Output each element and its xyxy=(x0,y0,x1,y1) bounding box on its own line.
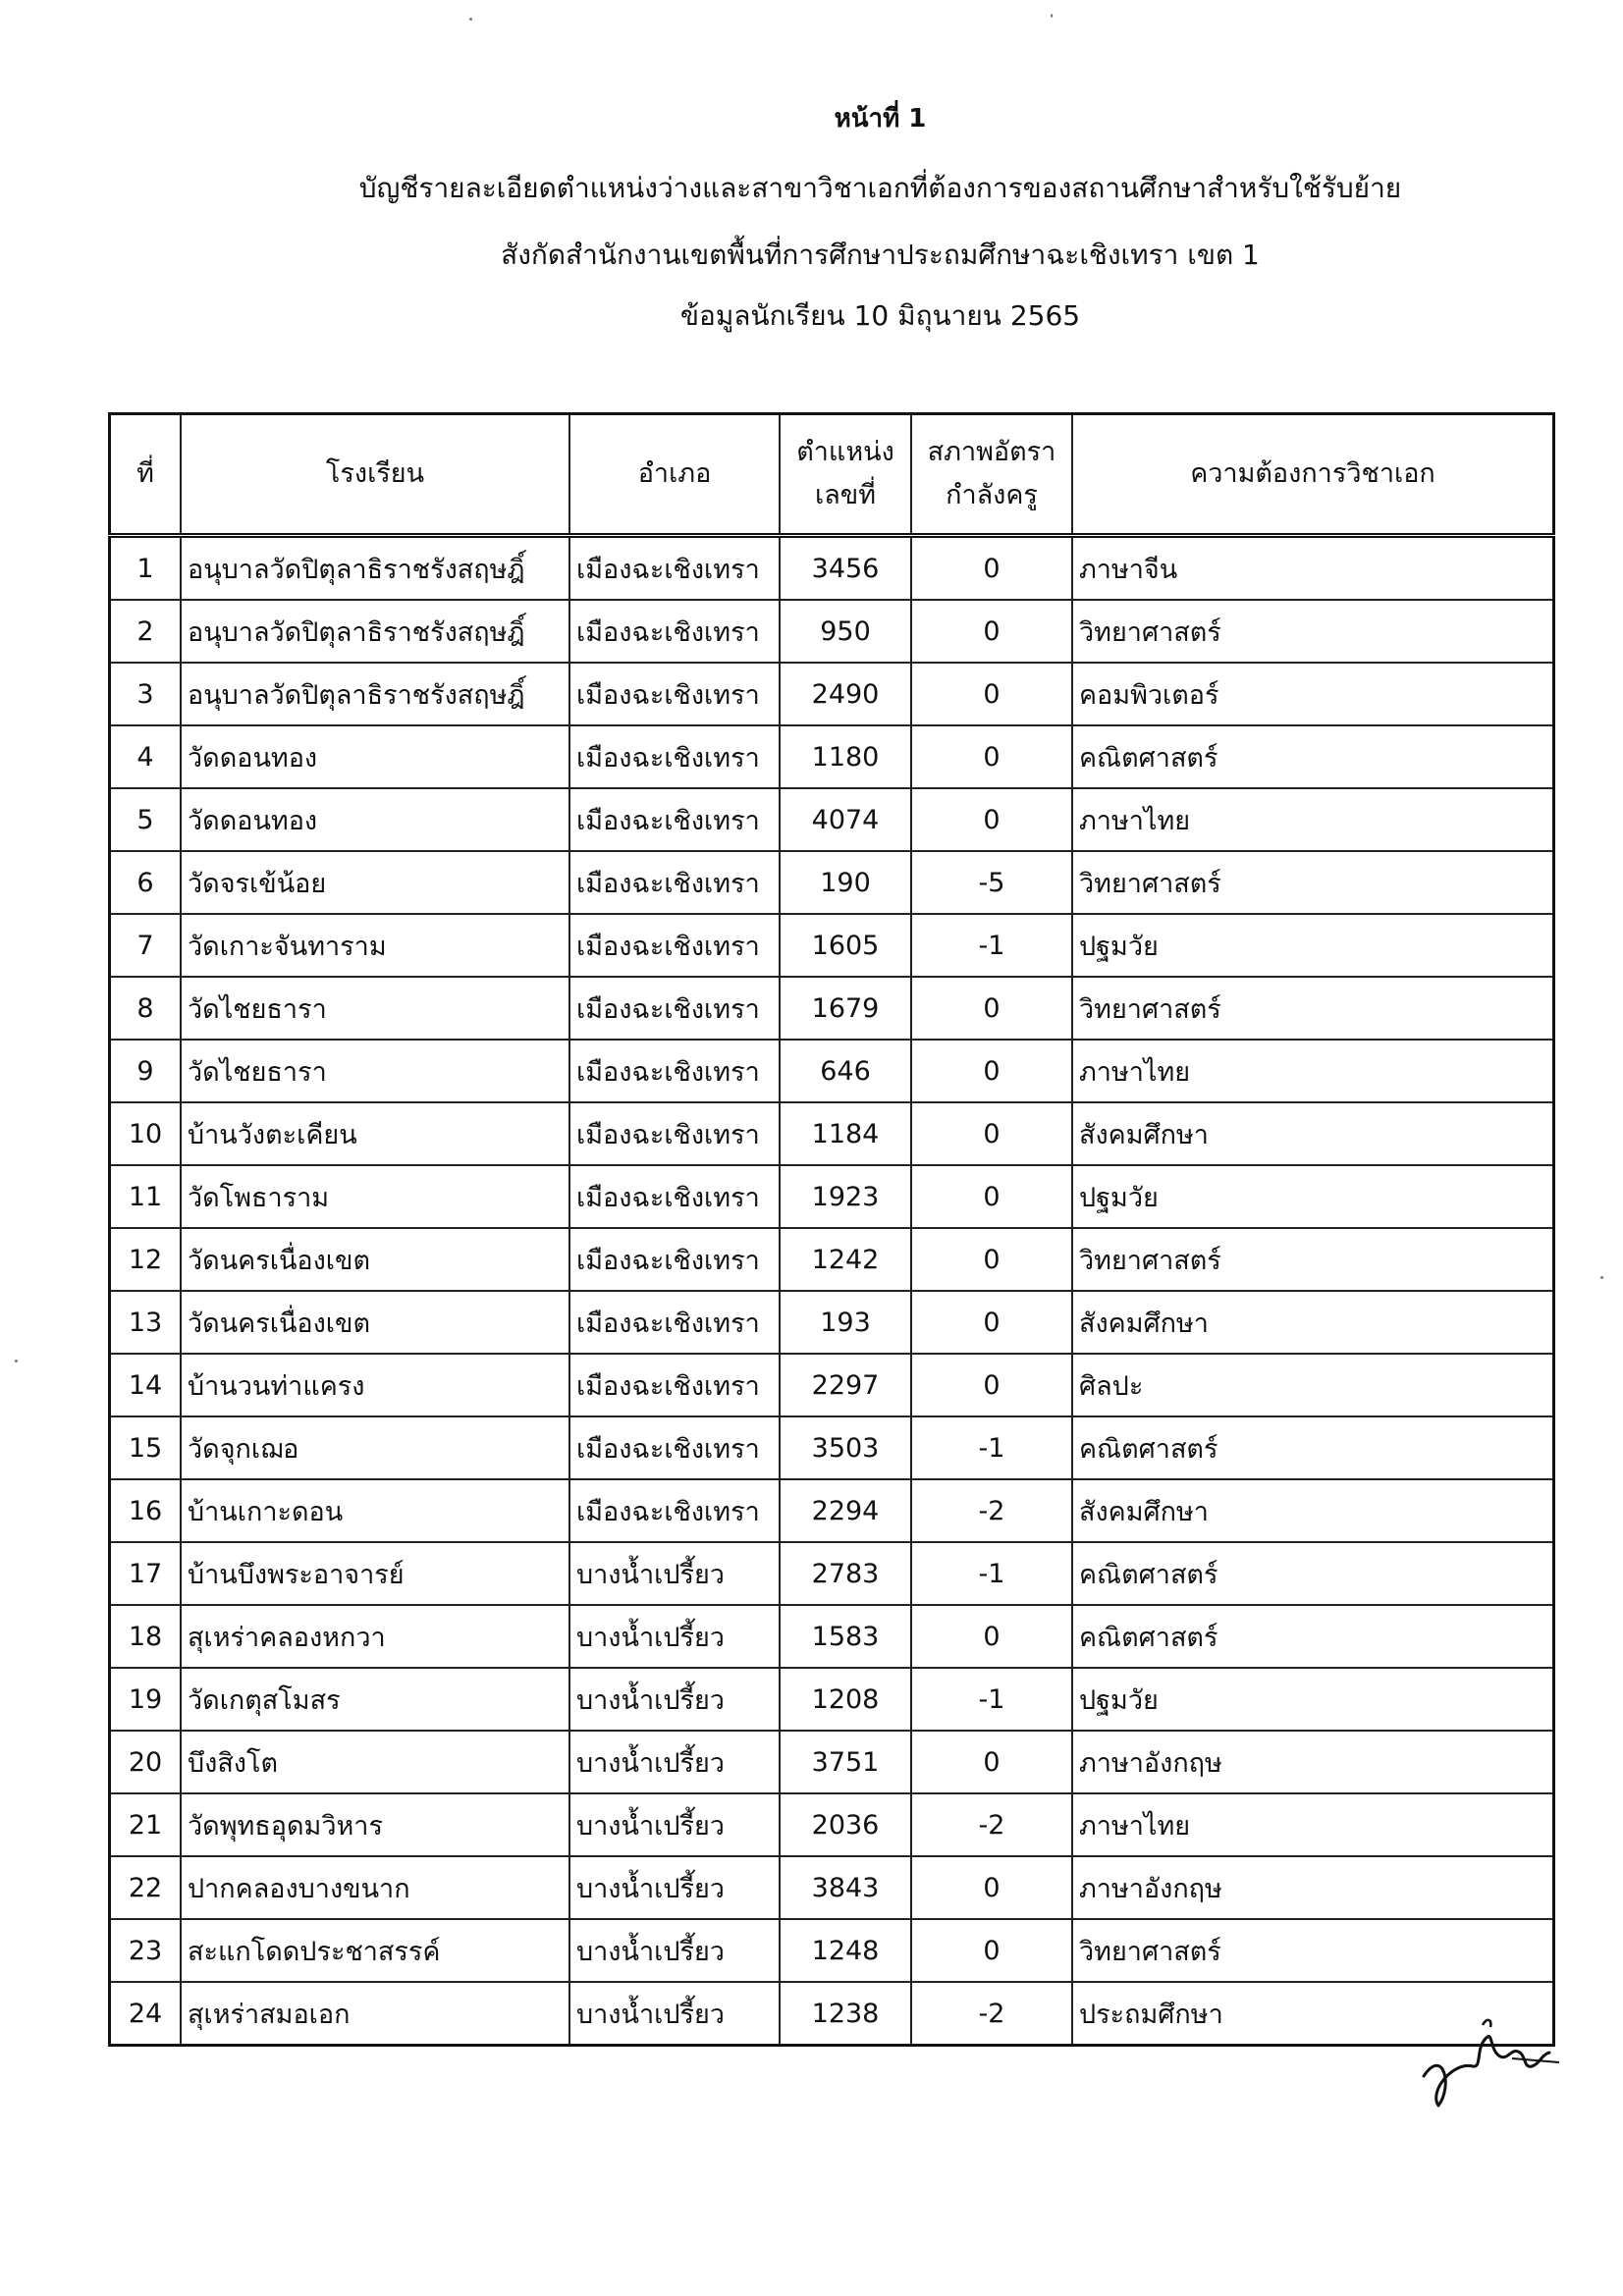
table-row xyxy=(110,1982,1554,2046)
cell-no: 5 xyxy=(110,788,182,851)
cell-no: 10 xyxy=(110,1102,182,1165)
header-rate-line2: กำลังครู xyxy=(946,480,1038,510)
cell-rate: 0 xyxy=(911,1228,1072,1291)
cell-school: บ้านวนท่าแครง xyxy=(181,1354,569,1416)
cell-district: บางน้ำเปรี้ยว xyxy=(569,1793,780,1856)
cell-subject: คณิตศาสตร์ xyxy=(1072,1542,1554,1605)
cell-rate: -2 xyxy=(911,1479,1072,1542)
cell-subject: ปฐมวัย xyxy=(1072,914,1554,977)
cell-rate: 0 xyxy=(911,600,1072,663)
cell-subject: ศิลปะ xyxy=(1072,1354,1554,1416)
cell-position: 2294 xyxy=(780,1479,911,1542)
cell-subject: ปฐมวัย xyxy=(1072,1668,1554,1731)
cell-position: 1184 xyxy=(780,1102,911,1165)
cell-position: 2490 xyxy=(780,663,911,725)
header-position-line1: ตำแหน่ง xyxy=(796,437,894,467)
scan-speck xyxy=(1600,1276,1603,1279)
cell-position: 1923 xyxy=(780,1165,911,1228)
table-row xyxy=(110,1416,1554,1479)
cell-school: อนุบาลวัดปิตุลาธิราชรังสฤษฎิ์ xyxy=(181,600,569,663)
cell-rate: -1 xyxy=(911,1416,1072,1479)
cell-position: 1248 xyxy=(780,1919,911,1982)
cell-rate: 0 xyxy=(911,663,1072,725)
table-row xyxy=(110,1793,1554,1856)
table-row xyxy=(110,1856,1554,1919)
cell-rate: 0 xyxy=(911,536,1072,601)
cell-district: บางน้ำเปรี้ยว xyxy=(569,1542,780,1605)
cell-position: 1583 xyxy=(780,1605,911,1668)
table-row xyxy=(110,914,1554,977)
cell-position: 1242 xyxy=(780,1228,911,1291)
cell-district: บางน้ำเปรี้ยว xyxy=(569,1731,780,1793)
page-label: หน้าที่ 1 xyxy=(834,104,927,133)
cell-subject: ภาษาจีน xyxy=(1072,536,1554,601)
cell-school: บ้านวังตะเคียน xyxy=(181,1102,569,1165)
cell-no: 18 xyxy=(110,1605,182,1668)
cell-rate: 0 xyxy=(911,788,1072,851)
table-row xyxy=(110,1668,1554,1731)
cell-district: เมืองฉะเชิงเทรา xyxy=(569,914,780,977)
cell-district: เมืองฉะเชิงเทรา xyxy=(569,1354,780,1416)
cell-subject: สังคมศึกษา xyxy=(1072,1291,1554,1354)
cell-rate: 0 xyxy=(911,1731,1072,1793)
cell-district: บางน้ำเปรี้ยว xyxy=(569,1919,780,1982)
table-row xyxy=(110,1354,1554,1416)
table-row xyxy=(110,1479,1554,1542)
table-row xyxy=(110,663,1554,725)
cell-school: ปากคลองบางขนาก xyxy=(181,1856,569,1919)
cell-no: 22 xyxy=(110,1856,182,1919)
cell-rate: -2 xyxy=(911,1982,1072,2046)
cell-rate: -5 xyxy=(911,851,1072,914)
cell-no: 4 xyxy=(110,725,182,788)
cell-subject: ประถมศึกษา xyxy=(1072,1982,1554,2046)
cell-district: เมืองฉะเชิงเทรา xyxy=(569,536,780,601)
scan-speck xyxy=(1051,14,1053,18)
cell-no: 1 xyxy=(110,536,182,601)
cell-subject: ภาษาไทย xyxy=(1072,1793,1554,1856)
table-row xyxy=(110,725,1554,788)
cell-rate: -1 xyxy=(911,1668,1072,1731)
header-position-line2: เลขที่ xyxy=(814,480,877,510)
cell-rate: -1 xyxy=(911,914,1072,977)
cell-subject: สังคมศึกษา xyxy=(1072,1479,1554,1542)
cell-position: 4074 xyxy=(780,788,911,851)
cell-district: เมืองฉะเชิงเทรา xyxy=(569,977,780,1040)
header-subject: ความต้องการวิชาเอก xyxy=(1072,414,1554,536)
cell-school: วัดเกตุสโมสร xyxy=(181,1668,569,1731)
scan-speck xyxy=(469,18,472,21)
cell-district: เมืองฉะเชิงเทรา xyxy=(569,725,780,788)
cell-district: เมืองฉะเชิงเทรา xyxy=(569,1040,780,1102)
cell-position: 646 xyxy=(780,1040,911,1102)
document-title: บัญชีรายละเอียดตำแหน่งว่างและสาขาวิชาเอกที่ต้องการของสถานศึกษาสำหรับใช้รับย้าย xyxy=(358,172,1402,204)
cell-district: บางน้ำเปรี้ยว xyxy=(569,1982,780,2046)
cell-rate: 0 xyxy=(911,725,1072,788)
cell-school: วัดนครเนื่องเขต xyxy=(181,1228,569,1291)
cell-no: 13 xyxy=(110,1291,182,1354)
table-row xyxy=(110,1040,1554,1102)
cell-no: 8 xyxy=(110,977,182,1040)
cell-no: 19 xyxy=(110,1668,182,1731)
cell-position: 3456 xyxy=(780,536,911,601)
cell-school: วัดไชยธารา xyxy=(181,977,569,1040)
table-row xyxy=(110,1291,1554,1354)
header-position xyxy=(780,414,911,536)
cell-rate: 0 xyxy=(911,1165,1072,1228)
cell-subject: วิทยาศาสตร์ xyxy=(1072,600,1554,663)
document-subtitle: สังกัดสำนักงานเขตพื้นที่การศึกษาประถมศึกษาฉะเชิงเทรา เขต 1 xyxy=(501,239,1260,271)
cell-district: เมืองฉะเชิงเทรา xyxy=(569,1479,780,1542)
cell-school: วัดพุทธอุดมวิหาร xyxy=(181,1793,569,1856)
cell-district: เมืองฉะเชิงเทรา xyxy=(569,851,780,914)
cell-no: 23 xyxy=(110,1919,182,1982)
cell-no: 16 xyxy=(110,1479,182,1542)
cell-subject: วิทยาศาสตร์ xyxy=(1072,851,1554,914)
table-header-row xyxy=(110,414,1554,536)
cell-subject: ภาษาไทย xyxy=(1072,1040,1554,1102)
cell-subject: วิทยาศาสตร์ xyxy=(1072,977,1554,1040)
cell-subject: ภาษาไทย xyxy=(1072,788,1554,851)
cell-district: เมืองฉะเชิงเทรา xyxy=(569,788,780,851)
vacancy-table xyxy=(108,412,1555,2047)
cell-rate: 0 xyxy=(911,1856,1072,1919)
cell-rate: 0 xyxy=(911,1354,1072,1416)
table-row xyxy=(110,851,1554,914)
cell-position: 3503 xyxy=(780,1416,911,1479)
cell-no: 20 xyxy=(110,1731,182,1793)
header-rate xyxy=(911,414,1072,536)
cell-no: 15 xyxy=(110,1416,182,1479)
table-row xyxy=(110,788,1554,851)
cell-school: บ้านเกาะดอน xyxy=(181,1479,569,1542)
cell-position: 1208 xyxy=(780,1668,911,1731)
cell-district: เมืองฉะเชิงเทรา xyxy=(569,600,780,663)
cell-position: 1238 xyxy=(780,1982,911,2046)
cell-subject: สังคมศึกษา xyxy=(1072,1102,1554,1165)
header-school: โรงเรียน xyxy=(181,414,569,536)
cell-school: วัดไชยธารา xyxy=(181,1040,569,1102)
cell-school: วัดดอนทอง xyxy=(181,725,569,788)
table-row xyxy=(110,1228,1554,1291)
cell-no: 6 xyxy=(110,851,182,914)
cell-subject: ภาษาอังกฤษ xyxy=(1072,1731,1554,1793)
cell-position: 3843 xyxy=(780,1856,911,1919)
cell-school: วัดจรเข้น้อย xyxy=(181,851,569,914)
table-row xyxy=(110,1165,1554,1228)
cell-district: เมืองฉะเชิงเทรา xyxy=(569,1416,780,1479)
cell-position: 193 xyxy=(780,1291,911,1354)
cell-no: 12 xyxy=(110,1228,182,1291)
signature-mark xyxy=(1414,2007,1561,2115)
cell-rate: 0 xyxy=(911,977,1072,1040)
cell-subject: คณิตศาสตร์ xyxy=(1072,725,1554,788)
cell-school: วัดโพธาราม xyxy=(181,1165,569,1228)
cell-rate: 0 xyxy=(911,1040,1072,1102)
cell-rate: 0 xyxy=(911,1102,1072,1165)
cell-rate: 0 xyxy=(911,1605,1072,1668)
scan-speck xyxy=(15,1360,18,1362)
cell-rate: 0 xyxy=(911,1919,1072,1982)
table-row xyxy=(110,1731,1554,1793)
cell-no: 9 xyxy=(110,1040,182,1102)
table-row xyxy=(110,1605,1554,1668)
cell-school: สะแกโดดประชาสรรค์ xyxy=(181,1919,569,1982)
cell-rate: -1 xyxy=(911,1542,1072,1605)
cell-position: 3751 xyxy=(780,1731,911,1793)
cell-school: วัดเกาะจันทาราม xyxy=(181,914,569,977)
cell-no: 24 xyxy=(110,1982,182,2046)
cell-rate: -2 xyxy=(911,1793,1072,1856)
header-no: ที่ xyxy=(110,414,182,536)
table-row xyxy=(110,536,1554,601)
cell-school: วัดนครเนื่องเขต xyxy=(181,1291,569,1354)
cell-subject: คณิตศาสตร์ xyxy=(1072,1416,1554,1479)
cell-position: 2297 xyxy=(780,1354,911,1416)
cell-district: เมืองฉะเชิงเทรา xyxy=(569,1291,780,1354)
cell-district: บางน้ำเปรี้ยว xyxy=(569,1668,780,1731)
cell-school: วัดจุกเฌอ xyxy=(181,1416,569,1479)
cell-subject: คอมพิวเตอร์ xyxy=(1072,663,1554,725)
cell-no: 7 xyxy=(110,914,182,977)
cell-rate: 0 xyxy=(911,1291,1072,1354)
cell-subject: ปฐมวัย xyxy=(1072,1165,1554,1228)
cell-position: 2036 xyxy=(780,1793,911,1856)
cell-position: 1180 xyxy=(780,725,911,788)
cell-position: 2783 xyxy=(780,1542,911,1605)
table-row xyxy=(110,1542,1554,1605)
cell-no: 14 xyxy=(110,1354,182,1416)
cell-subject: วิทยาศาสตร์ xyxy=(1072,1228,1554,1291)
cell-no: 21 xyxy=(110,1793,182,1856)
cell-district: เมืองฉะเชิงเทรา xyxy=(569,1102,780,1165)
cell-school: สุเหร่าสมอเอก xyxy=(181,1982,569,2046)
cell-school: บ้านบึงพระอาจารย์ xyxy=(181,1542,569,1605)
cell-district: เมืองฉะเชิงเทรา xyxy=(569,1165,780,1228)
table-row xyxy=(110,1102,1554,1165)
table-row xyxy=(110,977,1554,1040)
cell-position: 1679 xyxy=(780,977,911,1040)
table-row xyxy=(110,600,1554,663)
cell-position: 950 xyxy=(780,600,911,663)
cell-school: อนุบาลวัดปิตุลาธิราชรังสฤษฎิ์ xyxy=(181,663,569,725)
cell-no: 11 xyxy=(110,1165,182,1228)
cell-school: สุเหร่าคลองหกวา xyxy=(181,1605,569,1668)
cell-no: 17 xyxy=(110,1542,182,1605)
cell-district: บางน้ำเปรี้ยว xyxy=(569,1605,780,1668)
cell-district: เมืองฉะเชิงเทรา xyxy=(569,663,780,725)
cell-subject: ภาษาอังกฤษ xyxy=(1072,1856,1554,1919)
cell-school: บึงสิงโต xyxy=(181,1731,569,1793)
cell-subject: คณิตศาสตร์ xyxy=(1072,1605,1554,1668)
cell-school: วัดดอนทอง xyxy=(181,788,569,851)
header-district: อำเภอ xyxy=(569,414,780,536)
cell-subject: วิทยาศาสตร์ xyxy=(1072,1919,1554,1982)
cell-position: 190 xyxy=(780,851,911,914)
cell-school: อนุบาลวัดปิตุลาธิราชรังสฤษฎิ์ xyxy=(181,536,569,601)
cell-district: เมืองฉะเชิงเทรา xyxy=(569,1228,780,1291)
cell-position: 1605 xyxy=(780,914,911,977)
cell-no: 2 xyxy=(110,600,182,663)
header-rate-line1: สภาพอัตรา xyxy=(927,437,1056,467)
cell-no: 3 xyxy=(110,663,182,725)
cell-district: บางน้ำเปรี้ยว xyxy=(569,1856,780,1919)
data-date-line: ข้อมูลนักเรียน 10 มิถุนายน 2565 xyxy=(679,299,1081,332)
table-row xyxy=(110,1919,1554,1982)
